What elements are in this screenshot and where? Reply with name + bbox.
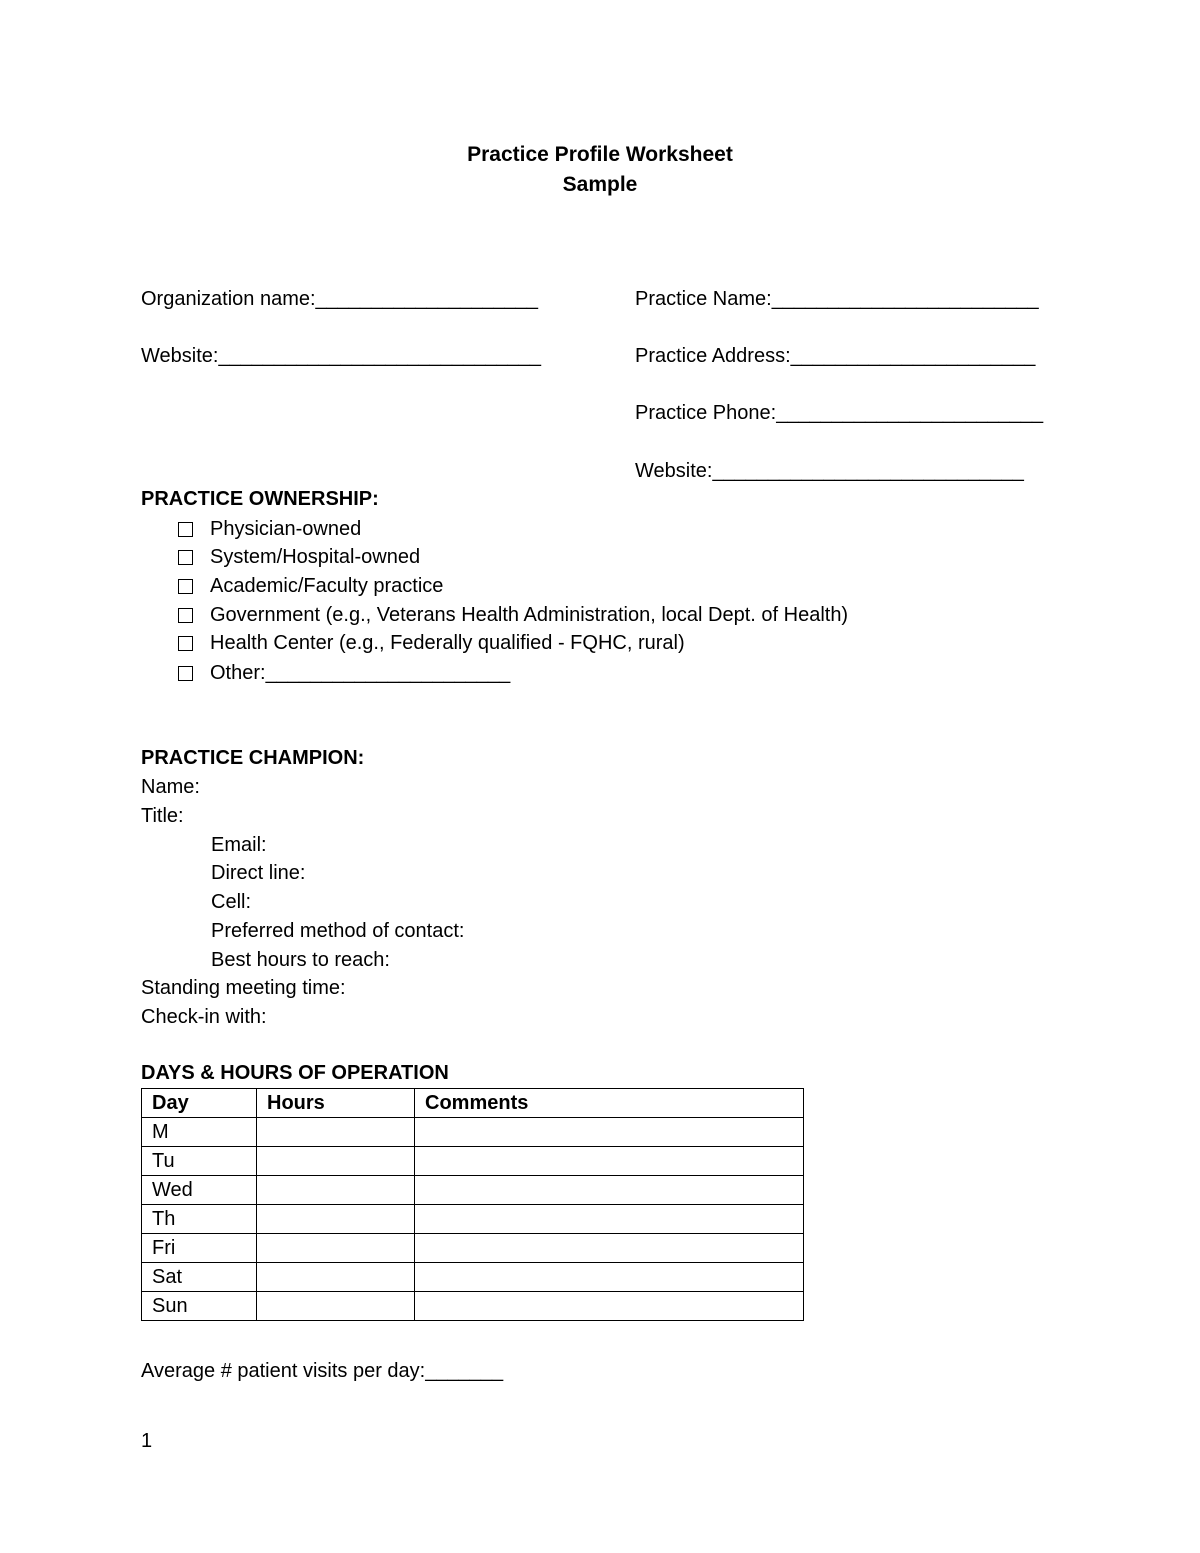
table-row <box>142 1205 804 1234</box>
hours-table <box>141 1088 804 1321</box>
ownership-option[interactable] <box>178 632 685 655</box>
hours-heading: DAYS & HOURS OF OPERATION <box>141 1062 449 1084</box>
ownership-option[interactable] <box>178 575 443 598</box>
day-cell: M <box>142 1118 257 1147</box>
website-field-right[interactable]: Website:____________________________ <box>635 460 1024 482</box>
standing-meeting-label: Standing meeting time: <box>141 977 346 999</box>
comments-cell[interactable] <box>415 1292 804 1321</box>
table-row <box>142 1118 804 1147</box>
ownership-option-label: Other:______________________ <box>210 662 511 684</box>
checkbox-icon[interactable] <box>178 579 193 594</box>
champion-preferred-contact-label: Preferred method of contact: <box>211 920 465 942</box>
table-header-row <box>142 1089 804 1118</box>
champion-cell-label: Cell: <box>211 891 252 913</box>
organization-name-field[interactable]: Organization name:____________________ <box>141 288 539 310</box>
champion-best-hours-label: Best hours to reach: <box>211 949 390 971</box>
practice-name-field[interactable]: Practice Name:________________________ <box>635 288 1039 310</box>
page-subtitle: Sample <box>562 173 638 196</box>
hours-cell[interactable] <box>257 1118 415 1147</box>
practice-address-field[interactable]: Practice Address:______________________ <box>635 345 1036 367</box>
column-header-day: Day <box>142 1089 257 1118</box>
table-row <box>142 1263 804 1292</box>
table-row <box>142 1176 804 1205</box>
hours-cell[interactable] <box>257 1147 415 1176</box>
checkin-label: Check-in with: <box>141 1006 267 1028</box>
average-visits-field[interactable]: Average # patient visits per day:_______ <box>141 1360 504 1382</box>
page-number: 1 <box>141 1430 153 1452</box>
comments-cell[interactable] <box>415 1176 804 1205</box>
comments-cell[interactable] <box>415 1234 804 1263</box>
ownership-option-label: Government (e.g., Veterans Health Administration, local Dept. of Health) <box>210 604 849 626</box>
checkbox-icon[interactable] <box>178 550 193 565</box>
page-title: Practice Profile Worksheet <box>467 143 733 166</box>
hours-cell[interactable] <box>257 1263 415 1292</box>
ownership-option[interactable] <box>178 546 420 569</box>
ownership-option-label: Health Center (e.g., Federally qualified - FQHC, rural) <box>210 632 685 654</box>
day-cell: Tu <box>142 1147 257 1176</box>
website-field-left[interactable]: Website:_____________________________ <box>141 345 542 367</box>
day-cell: Fri <box>142 1234 257 1263</box>
ownership-option-label: Physician-owned <box>210 518 362 540</box>
comments-cell[interactable] <box>415 1263 804 1292</box>
ownership-option-label: Academic/Faculty practice <box>210 575 444 597</box>
ownership-option[interactable] <box>178 518 361 541</box>
column-header-hours: Hours <box>257 1089 415 1118</box>
ownership-option-label: System/Hospital-owned <box>210 546 421 568</box>
ownership-option[interactable] <box>178 662 510 685</box>
comments-cell[interactable] <box>415 1118 804 1147</box>
day-cell: Sat <box>142 1263 257 1292</box>
champion-title-label: Title: <box>141 805 184 827</box>
champion-direct-line-label: Direct line: <box>211 862 306 884</box>
hours-cell[interactable] <box>257 1176 415 1205</box>
column-header-comments: Comments <box>415 1089 804 1118</box>
champion-email-label: Email: <box>211 834 267 856</box>
table-row <box>142 1292 804 1321</box>
table-row <box>142 1234 804 1263</box>
practice-phone-field[interactable]: Practice Phone:________________________ <box>635 402 1044 424</box>
checkbox-icon[interactable] <box>178 636 193 651</box>
table-row <box>142 1147 804 1176</box>
day-cell: Th <box>142 1205 257 1234</box>
ownership-heading: PRACTICE OWNERSHIP: <box>141 488 379 510</box>
checkbox-icon[interactable] <box>178 522 193 537</box>
checkbox-icon[interactable] <box>178 608 193 623</box>
hours-cell[interactable] <box>257 1205 415 1234</box>
checkbox-icon[interactable] <box>178 666 193 681</box>
ownership-option[interactable] <box>178 604 848 627</box>
hours-cell[interactable] <box>257 1292 415 1321</box>
day-cell: Wed <box>142 1176 257 1205</box>
comments-cell[interactable] <box>415 1205 804 1234</box>
champion-name-label: Name: <box>141 776 200 798</box>
champion-heading: PRACTICE CHAMPION: <box>141 747 365 769</box>
day-cell: Sun <box>142 1292 257 1321</box>
hours-cell[interactable] <box>257 1234 415 1263</box>
comments-cell[interactable] <box>415 1147 804 1176</box>
